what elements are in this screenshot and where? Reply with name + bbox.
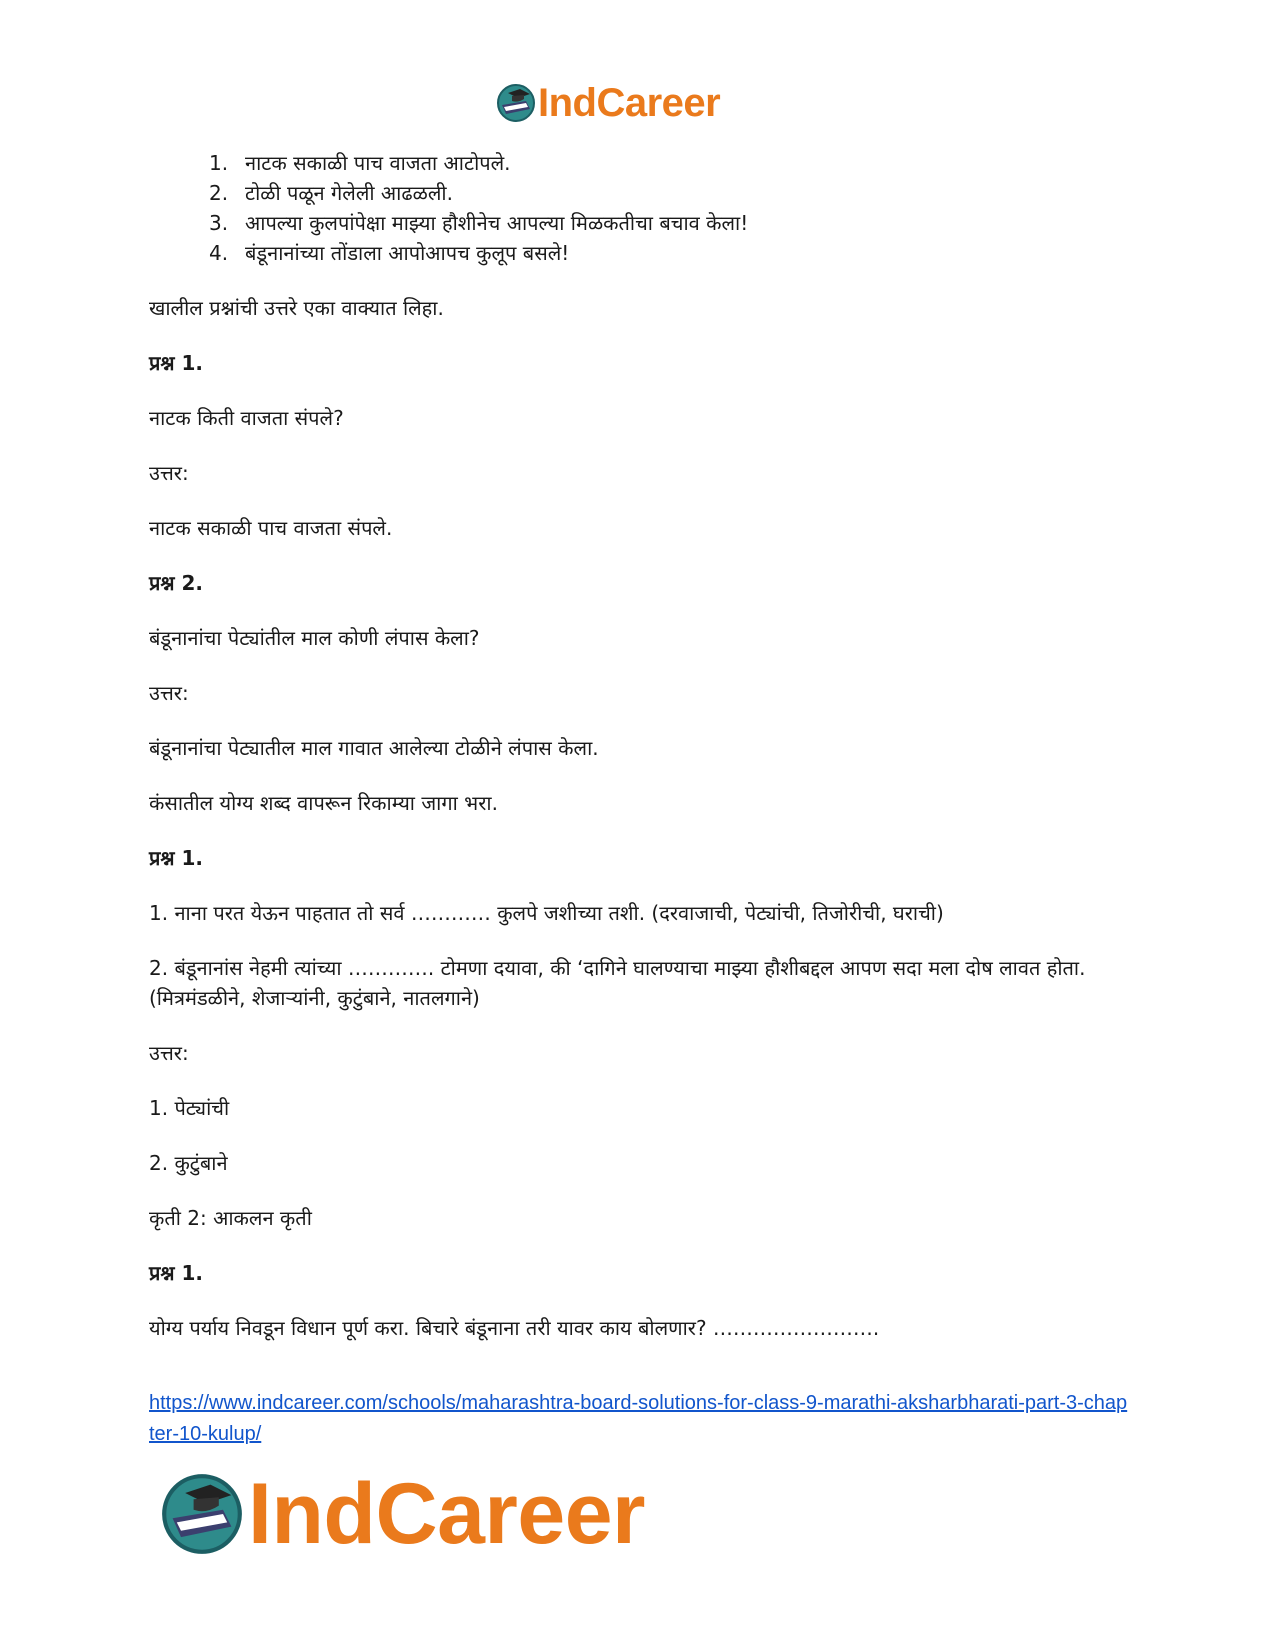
globe-book-icon <box>496 83 536 123</box>
question-text: योग्य पर्याय निवडून विधान पूर्ण करा. बिचारे बंडूनाना तरी यावर काय बोलणार? ……………………. <box>149 1316 880 1340</box>
answer-text: 2. कुटुंबाने <box>149 1151 228 1175</box>
fill-blank-line: 1. नाना परत येऊन पाहतात तो सर्व ………… कुलपे जशीच्या तशी. (दरवाजाची, पेट्यांची, तिजोरीची, घराची) <box>149 901 944 925</box>
question-label: प्रश्न 1. <box>149 1261 203 1285</box>
section-heading: कंसातील योग्य शब्द वापरून रिकाम्या जागा भरा. <box>149 791 498 815</box>
list-item: 3. आपल्या कुलपांपेक्षा माझ्या हौशीनेच आपल्या मिळकतीचा बचाव केला! <box>209 211 749 235</box>
answer-text: बंडूनानांचा पेट्यातील माल गावात आलेल्या टोळीने लंपास केला. <box>149 736 599 760</box>
header-logo <box>496 80 720 126</box>
list-item: 2. टोळी पळून गेलेली आढळली. <box>209 181 453 205</box>
answer-label: उत्तर: <box>149 681 189 705</box>
section-heading: कृती 2: आकलन कृती <box>149 1206 312 1230</box>
document-body <box>149 148 1129 1449</box>
logo-wordmark: IndCareer <box>248 1466 645 1562</box>
question-label: प्रश्न 1. <box>149 846 203 870</box>
answer-label: उत्तर: <box>149 1041 189 1065</box>
list-item: 4. बंडूनानांच्या तोंडाला आपोआपच कुलूप बसले! <box>209 241 570 265</box>
question-label: प्रश्न 1. <box>149 351 203 375</box>
statement-list <box>149 148 1129 268</box>
globe-book-icon <box>160 1472 244 1556</box>
answer-label: उत्तर: <box>149 461 189 485</box>
answer-text: 1. पेट्यांची <box>149 1096 230 1120</box>
list-item: 1. नाटक सकाळी पाच वाजता आटोपले. <box>209 151 511 175</box>
section-heading: खालील प्रश्नांची उत्तरे एका वाक्यात लिहा. <box>149 296 444 320</box>
fill-blank-line: 2. बंडूनानांस नेहमी त्यांच्या …………. टोमणा दयावा, की ‘दागिने घालण्याचा माझ्या हौशीबद्दल आपण सदा मला दोष लावत होता. (मित्रमंडळीने, शेजाऱ्यांनी, कुटुंबाने, नातलगाने) <box>149 956 1086 1010</box>
question-text: नाटक किती वाजता संपले? <box>149 406 344 430</box>
source-link[interactable]: https://www.indcareer.com/schools/maharashtra-board-solutions-for-class-9-marathi-aksharbharati-part-3-chapter-10-kulup/ <box>149 1392 1128 1445</box>
question-label: प्रश्न 2. <box>149 571 203 595</box>
logo-wordmark: IndCareer <box>538 81 721 125</box>
answer-text: नाटक सकाळी पाच वाजता संपले. <box>149 516 393 540</box>
footer-logo <box>160 1468 645 1560</box>
source-link-paragraph <box>149 1387 1129 1449</box>
question-text: बंडूनानांचा पेट्यांतील माल कोणी लंपास केला? <box>149 626 480 650</box>
